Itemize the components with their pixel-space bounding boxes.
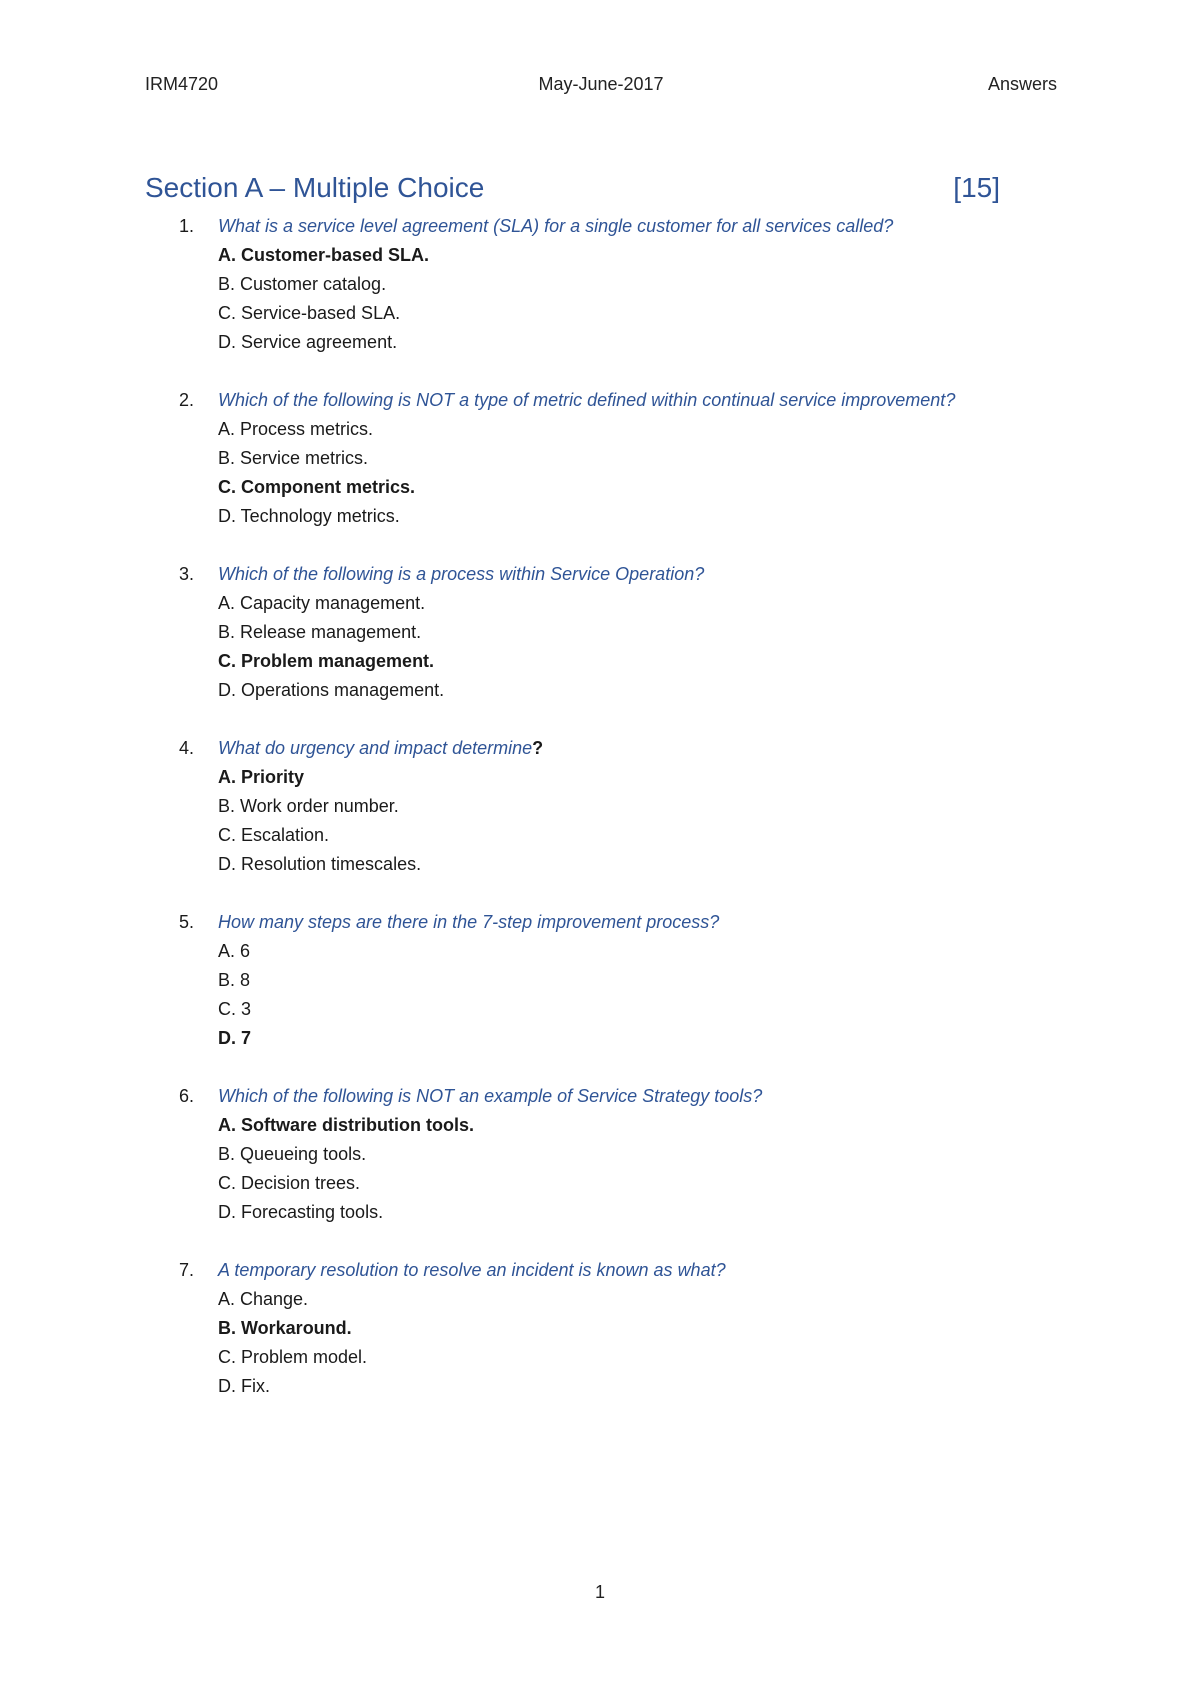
question-text-body: What is a service level agreement (SLA) for a single customer for all services called? (218, 216, 894, 236)
section-marks: [15] (953, 172, 1000, 203)
section-heading: Section A – Multiple Choice (145, 172, 485, 203)
question-text (218, 1082, 762, 1111)
question-text (218, 734, 543, 763)
answer-option: A. Process metrics. (218, 419, 374, 439)
answer-option: A. 6 (218, 941, 251, 961)
course-code: IRM4720 (145, 74, 219, 94)
question-line (145, 734, 1057, 763)
question-7 (145, 1256, 1057, 1401)
answer-options (145, 763, 1057, 879)
question-number: 1. (179, 216, 195, 236)
question-text-body: A temporary resolution to resolve an incident is known as what? (218, 1260, 726, 1280)
question-number: 4. (179, 738, 195, 758)
question-suffix: ? (532, 738, 544, 758)
question-list (145, 212, 1057, 1430)
answer-option: D. Forecasting tools. (218, 1202, 384, 1222)
question-6 (145, 1082, 1057, 1227)
question-line (145, 1082, 1057, 1111)
question-text (218, 212, 893, 241)
answer-option: D. Technology metrics. (218, 506, 400, 526)
question-number: 7. (179, 1260, 195, 1280)
question-line (145, 560, 1057, 589)
correct-answer-option: A. Software distribution tools. (218, 1115, 474, 1135)
question-text (218, 560, 704, 589)
answer-option: B. Customer catalog. (218, 274, 387, 294)
question-4 (145, 734, 1057, 879)
question-text-body: Which of the following is NOT a type of metric defined within continual service improvement? (218, 390, 956, 410)
exam-session: May-June-2017 (538, 74, 664, 94)
header-label: Answers (987, 74, 1057, 94)
page-number: 1 (594, 1582, 605, 1602)
answer-options (145, 241, 1057, 357)
question-text (218, 908, 719, 937)
correct-answer-option: D. 7 (218, 1028, 252, 1048)
answer-option: B. Release management. (218, 622, 422, 642)
answer-option: A. Capacity management. (218, 593, 426, 613)
question-line (145, 386, 1057, 415)
answer-options (145, 937, 1057, 1053)
answer-option: D. Resolution timescales. (218, 854, 422, 874)
question-text-body: How many steps are there in the 7-step improvement process? (218, 912, 720, 932)
answer-options (145, 589, 1057, 705)
question-3 (145, 560, 1057, 705)
answer-option: A. Change. (218, 1289, 309, 1309)
question-text-body: Which of the following is NOT an example of Service Strategy tools? (218, 1086, 763, 1106)
answer-option: D. Fix. (218, 1376, 270, 1396)
answer-option: B. Work order number. (218, 796, 399, 816)
answer-option: C. Decision trees. (218, 1173, 361, 1193)
question-number: 3. (179, 564, 195, 584)
question-1 (145, 212, 1057, 357)
question-text (218, 1256, 726, 1285)
answer-option: B. 8 (218, 970, 251, 990)
answer-option: C. Problem model. (218, 1347, 368, 1367)
question-line (145, 1256, 1057, 1285)
answer-option: D. Service agreement. (218, 332, 398, 352)
correct-answer-option: C. Problem management. (218, 651, 435, 671)
question-text-body: What do urgency and impact determine (218, 738, 533, 758)
answer-option: B. Service metrics. (218, 448, 369, 468)
question-number: 2. (179, 390, 195, 410)
correct-answer-option: B. Workaround. (218, 1318, 352, 1338)
question-2 (145, 386, 1057, 531)
correct-answer-option: A. Customer-based SLA. (218, 245, 430, 265)
question-text-body: Which of the following is a process within Service Operation? (218, 564, 705, 584)
question-text (218, 386, 955, 415)
answer-option: C. Escalation. (218, 825, 330, 845)
question-number: 5. (179, 912, 195, 932)
answer-option: C. Service-based SLA. (218, 303, 401, 323)
question-5 (145, 908, 1057, 1053)
question-line (145, 212, 1057, 241)
question-line (145, 908, 1057, 937)
correct-answer-option: A. Priority (218, 767, 305, 787)
answer-option: D. Operations management. (218, 680, 445, 700)
answer-option: B. Queueing tools. (218, 1144, 367, 1164)
question-number: 6. (179, 1086, 195, 1106)
answer-options (145, 1111, 1057, 1227)
answer-options (145, 415, 1057, 531)
page-header (145, 74, 1057, 98)
correct-answer-option: C. Component metrics. (218, 477, 416, 497)
answer-options (145, 1285, 1057, 1401)
answer-option: C. 3 (218, 999, 252, 1019)
section-title (145, 172, 1000, 208)
